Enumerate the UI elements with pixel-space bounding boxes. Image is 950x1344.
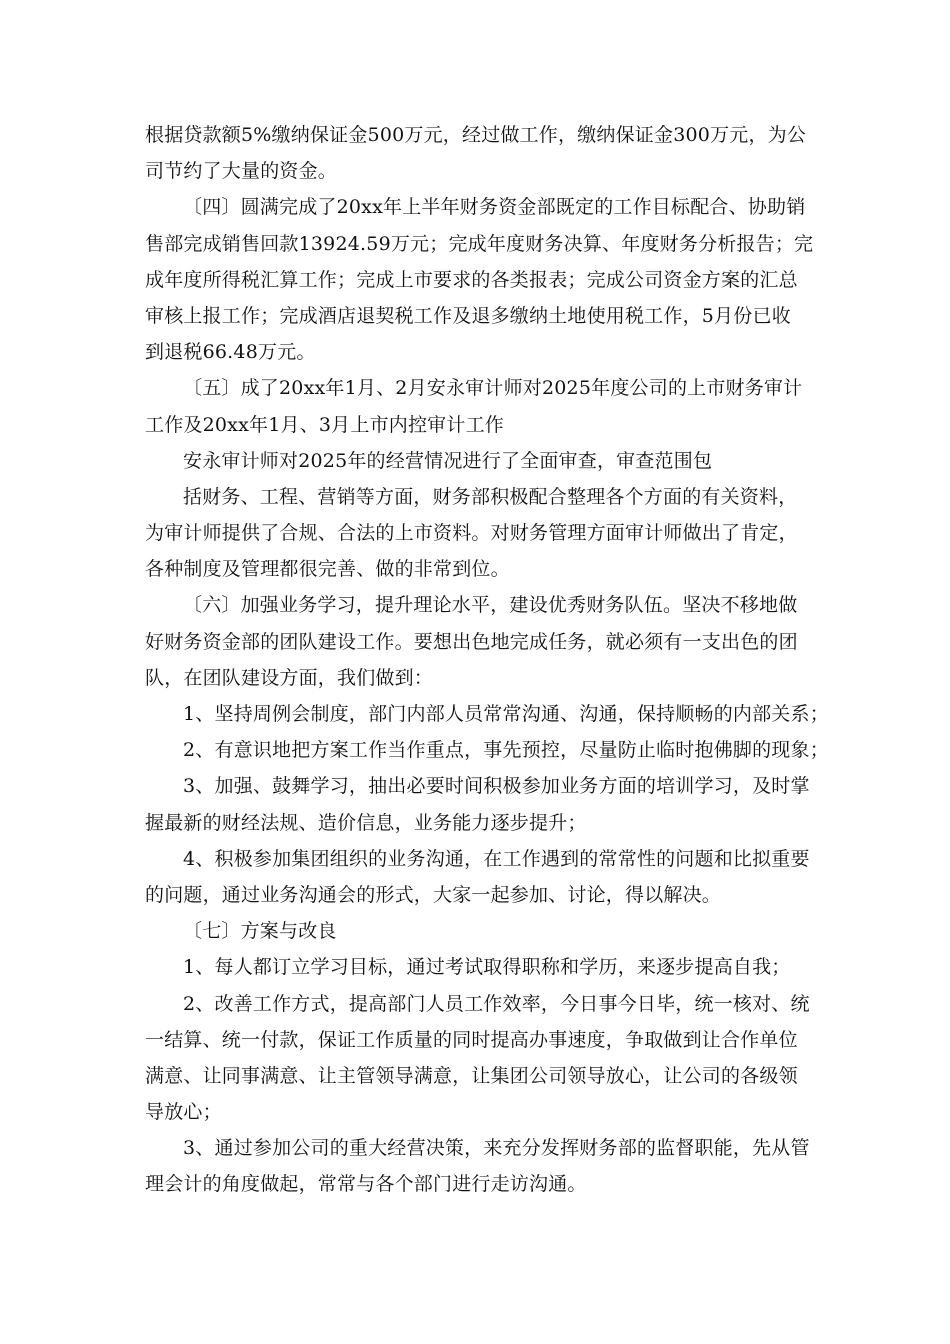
section-heading-6: 〔六〕加强业务学习，提升理论水平，建设优秀财务队伍。坚决不移地做 <box>183 594 798 617</box>
text-line: 售部完成销售回款13924.59万元；完成年度财务决算、年度财务分析报告；完 <box>145 232 814 255</box>
list-item: 3、通过参加公司的重大经营决策，来充分发挥财务部的监督职能，先从管 <box>183 1137 810 1160</box>
text-line: 握最新的财经法规、造价信息，业务能力逐步提升； <box>145 811 587 834</box>
text-line: 到退税66.48万元。 <box>145 341 316 364</box>
section-heading-7: 〔七〕方案与改良 <box>183 920 337 943</box>
text-line: 安永审计师对2025年的经营情况进行了全面审查，审查范围包 <box>183 449 713 472</box>
text-line: 各种制度及管理都很完善、做的非常到位。 <box>145 558 510 581</box>
text-line: 成年度所得税汇算工作；完成上市要求的各类报表；完成公司资金方案的汇总 <box>145 268 798 291</box>
text-line: 队，在团队建设方面，我们做到： <box>145 666 434 689</box>
list-item: 2、有意识地把方案工作当作重点，事先预控，尽量防止临时抱佛脚的现象； <box>183 739 829 762</box>
section-heading-4: 〔四〕圆满完成了20xx年上半年财务资金部既定的工作目标配合、协助销 <box>183 196 806 219</box>
text-line: 一结算、统一付款，保证工作质量的同时提高办事速度，争取做到让合作单位 <box>145 1028 798 1051</box>
text-line: 司节约了大量的资金。 <box>145 160 338 183</box>
section-heading-5: 〔五〕成了20xx年1月、2月安永审计师对2025年度公司的上市财务审计 <box>183 377 803 400</box>
list-item: 4、积极参加集团组织的业务沟通，在工作遇到的常常性的问题和比拟重要 <box>183 847 810 870</box>
list-item: 1、坚持周例会制度，部门内部人员常常沟通、沟通，保持顺畅的内部关系； <box>183 703 829 725</box>
text-line: 括财务、工程、营销等方面，财务部积极配合整理各个方面的有关资料， <box>183 485 798 508</box>
text-line: 为审计师提供了合规、合法的上市资料。对财务管理方面审计师做出了肯定， <box>145 522 798 545</box>
list-item: 3、加强、鼓舞学习，抽出必要时间积极参加业务方面的培训学习，及时掌 <box>183 775 810 798</box>
text-line: 满意、让同事满意、让主管领导满意，让集团公司领导放心，让公司的各级领 <box>145 1064 798 1087</box>
text-line: 导放心； <box>145 1101 222 1124</box>
list-item: 1、每人都订立学习目标，通过考试取得职称和学历，来逐步提高自我； <box>183 956 791 979</box>
text-line: 工作及20xx年1月、3月上市内控审计工作 <box>145 413 504 436</box>
text-line: 好财务资金部的团队建设工作。要想出色地完成任务，就必须有一支出色的团 <box>145 630 798 653</box>
text-line: 的问题，通过业务沟通会的形式，大家一起参加、讨论，得以解决。 <box>145 883 722 906</box>
text-line: 审核上报工作；完成酒店退契税工作及退多缴纳土地使用税工作，5月份已收 <box>145 304 791 327</box>
text-line: 根据贷款额5%缴纳保证金500万元，经过做工作，缴纳保证金300万元，为公 <box>145 124 807 146</box>
list-item: 2、改善工作方式，提高部门人员工作效率，今日事今日毕，统一核对、统 <box>183 992 810 1015</box>
document-body <box>145 117 829 1203</box>
text-line: 理会计的角度做起，常常与各个部门进行走访沟通。 <box>145 1173 587 1196</box>
